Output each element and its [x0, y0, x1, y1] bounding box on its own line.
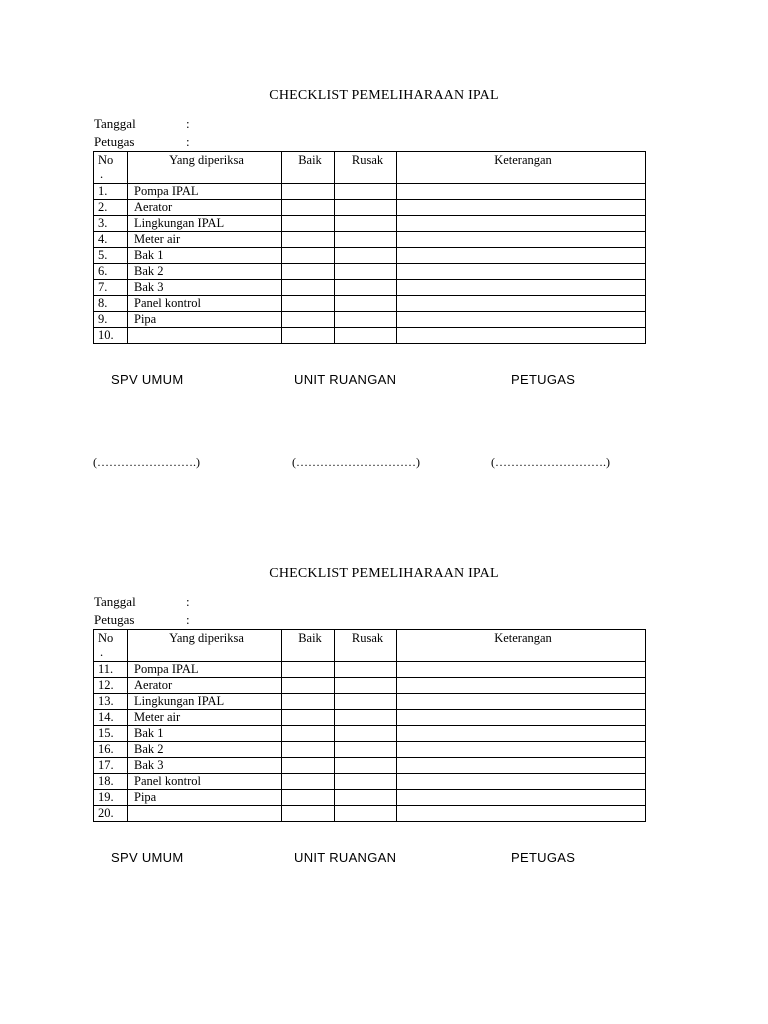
keterangan-cell[interactable] — [397, 726, 646, 742]
row-item: Bak 1 — [128, 726, 282, 742]
baik-cell[interactable] — [282, 726, 335, 742]
header-keterangan: Keterangan — [397, 152, 646, 184]
tanggal-colon: : — [186, 594, 190, 609]
rusak-cell[interactable] — [335, 328, 397, 344]
header-no-dot: . — [100, 167, 104, 181]
signature-petugas: PETUGAS — [511, 850, 576, 865]
table-row — [94, 758, 646, 774]
keterangan-cell[interactable] — [397, 790, 646, 806]
rusak-cell[interactable] — [335, 710, 397, 726]
table-row — [94, 216, 646, 232]
row-item: Lingkungan IPAL — [128, 216, 282, 232]
table-row — [94, 200, 646, 216]
row-no: 14. — [94, 710, 128, 726]
baik-cell[interactable] — [282, 280, 335, 296]
rusak-cell[interactable] — [335, 742, 397, 758]
rusak-cell[interactable] — [335, 758, 397, 774]
rusak-cell[interactable] — [335, 184, 397, 200]
table-row — [94, 742, 646, 758]
keterangan-cell[interactable] — [397, 758, 646, 774]
rusak-cell[interactable] — [335, 790, 397, 806]
row-item: Aerator — [128, 678, 282, 694]
row-no: 2. — [94, 200, 128, 216]
rusak-cell[interactable] — [335, 806, 397, 822]
rusak-cell[interactable] — [335, 280, 397, 296]
keterangan-cell[interactable] — [397, 742, 646, 758]
petugas-row — [94, 612, 190, 628]
table-row — [94, 790, 646, 806]
table-row — [94, 296, 646, 312]
row-item: Lingkungan IPAL — [128, 694, 282, 710]
rusak-cell[interactable] — [335, 296, 397, 312]
row-no: 18. — [94, 774, 128, 790]
rusak-cell[interactable] — [335, 678, 397, 694]
row-item: Pipa — [128, 312, 282, 328]
baik-cell[interactable] — [282, 742, 335, 758]
keterangan-cell[interactable] — [397, 264, 646, 280]
header-rusak: Rusak — [335, 630, 397, 662]
table-row — [94, 312, 646, 328]
header-no-label: No — [98, 153, 114, 167]
baik-cell[interactable] — [282, 232, 335, 248]
petugas-row — [94, 134, 190, 150]
baik-cell[interactable] — [282, 248, 335, 264]
header-no — [94, 630, 128, 662]
row-no: 12. — [94, 678, 128, 694]
table-row — [94, 726, 646, 742]
checklist-table — [93, 151, 646, 344]
row-no: 13. — [94, 694, 128, 710]
signature-spv-umum: SPV UMUM — [111, 372, 184, 387]
row-item: Panel kontrol — [128, 774, 282, 790]
keterangan-cell[interactable] — [397, 678, 646, 694]
keterangan-cell[interactable] — [397, 200, 646, 216]
table-row — [94, 328, 646, 344]
row-no: 7. — [94, 280, 128, 296]
tanggal-label: Tanggal — [94, 116, 136, 131]
row-item: Aerator — [128, 200, 282, 216]
table-row — [94, 264, 646, 280]
baik-cell[interactable] — [282, 790, 335, 806]
table-row — [94, 678, 646, 694]
baik-cell[interactable] — [282, 694, 335, 710]
tanggal-row — [94, 116, 190, 132]
row-no: 20. — [94, 806, 128, 822]
rusak-cell[interactable] — [335, 774, 397, 790]
header-rusak: Rusak — [335, 152, 397, 184]
keterangan-cell[interactable] — [397, 184, 646, 200]
petugas-colon: : — [186, 612, 190, 627]
baik-cell[interactable] — [282, 200, 335, 216]
petugas-colon: : — [186, 134, 190, 149]
baik-cell[interactable] — [282, 806, 335, 822]
row-item: Pipa — [128, 790, 282, 806]
table-row — [94, 694, 646, 710]
row-no: 11. — [94, 662, 128, 678]
table-row — [94, 662, 646, 678]
row-no: 4. — [94, 232, 128, 248]
rusak-cell[interactable] — [335, 726, 397, 742]
table-header-row — [94, 152, 646, 184]
row-no: 8. — [94, 296, 128, 312]
baik-cell[interactable] — [282, 184, 335, 200]
baik-cell[interactable] — [282, 312, 335, 328]
baik-cell[interactable] — [282, 662, 335, 678]
header-item: Yang diperiksa — [128, 630, 282, 662]
form-title: CHECKLIST PEMELIHARAAN IPAL — [269, 88, 499, 103]
table-row — [94, 710, 646, 726]
baik-cell[interactable] — [282, 710, 335, 726]
signature-unit-ruangan: UNIT RUANGAN — [294, 372, 397, 387]
row-item[interactable] — [128, 328, 282, 344]
signature-unit-ruangan: UNIT RUANGAN — [294, 850, 397, 865]
header-item: Yang diperiksa — [128, 152, 282, 184]
row-item[interactable] — [128, 806, 282, 822]
tanggal-colon: : — [186, 116, 190, 131]
baik-cell[interactable] — [282, 216, 335, 232]
keterangan-cell[interactable] — [397, 662, 646, 678]
rusak-cell[interactable] — [335, 662, 397, 678]
table-row — [94, 774, 646, 790]
keterangan-cell[interactable] — [397, 694, 646, 710]
row-no: 6. — [94, 264, 128, 280]
table-header-row — [94, 630, 646, 662]
rusak-cell[interactable] — [335, 264, 397, 280]
row-item: Panel kontrol — [128, 296, 282, 312]
keterangan-cell[interactable] — [397, 710, 646, 726]
table-row — [94, 806, 646, 822]
row-item: Meter air — [128, 710, 282, 726]
header-no — [94, 152, 128, 184]
rusak-cell[interactable] — [335, 232, 397, 248]
rusak-cell[interactable] — [335, 200, 397, 216]
rusak-cell[interactable] — [335, 216, 397, 232]
tanggal-label: Tanggal — [94, 594, 136, 609]
keterangan-cell[interactable] — [397, 248, 646, 264]
row-item: Meter air — [128, 232, 282, 248]
row-item: Pompa IPAL — [128, 662, 282, 678]
form-title: CHECKLIST PEMELIHARAAN IPAL — [269, 566, 499, 581]
keterangan-cell[interactable] — [397, 216, 646, 232]
keterangan-cell[interactable] — [397, 280, 646, 296]
rusak-cell[interactable] — [335, 312, 397, 328]
table-row — [94, 184, 646, 200]
baik-cell[interactable] — [282, 328, 335, 344]
header-baik: Baik — [282, 630, 335, 662]
row-no: 5. — [94, 248, 128, 264]
tanggal-row — [94, 594, 190, 610]
row-item: Bak 3 — [128, 758, 282, 774]
header-keterangan: Keterangan — [397, 630, 646, 662]
table-row — [94, 248, 646, 264]
table-row — [94, 232, 646, 248]
header-baik: Baik — [282, 152, 335, 184]
rusak-cell[interactable] — [335, 248, 397, 264]
row-no: 16. — [94, 742, 128, 758]
row-no: 10. — [94, 328, 128, 344]
header-no-dot: . — [100, 645, 104, 659]
signature-blank-unit-ruangan[interactable]: (…………………………) — [292, 455, 420, 469]
signature-spv-umum: SPV UMUM — [111, 850, 184, 865]
signature-blank-spv-umum[interactable]: (…………………….) — [93, 455, 200, 469]
signature-blank-petugas[interactable]: (……………………….) — [491, 455, 610, 469]
row-no: 1. — [94, 184, 128, 200]
petugas-label: Petugas — [94, 134, 135, 149]
keterangan-cell[interactable] — [397, 232, 646, 248]
keterangan-cell[interactable] — [397, 296, 646, 312]
keterangan-cell[interactable] — [397, 328, 646, 344]
header-no-label: No — [98, 631, 114, 645]
baik-cell[interactable] — [282, 264, 335, 280]
petugas-label: Petugas — [94, 612, 135, 627]
checklist-table — [93, 629, 646, 822]
signature-petugas: PETUGAS — [511, 372, 576, 387]
row-item: Pompa IPAL — [128, 184, 282, 200]
baik-cell[interactable] — [282, 678, 335, 694]
keterangan-cell[interactable] — [397, 774, 646, 790]
row-no: 9. — [94, 312, 128, 328]
table-row — [94, 280, 646, 296]
baik-cell[interactable] — [282, 774, 335, 790]
keterangan-cell[interactable] — [397, 312, 646, 328]
row-item: Bak 1 — [128, 248, 282, 264]
row-no: 15. — [94, 726, 128, 742]
row-no: 17. — [94, 758, 128, 774]
baik-cell[interactable] — [282, 296, 335, 312]
row-no: 3. — [94, 216, 128, 232]
row-item: Bak 2 — [128, 264, 282, 280]
row-item: Bak 2 — [128, 742, 282, 758]
baik-cell[interactable] — [282, 758, 335, 774]
rusak-cell[interactable] — [335, 694, 397, 710]
row-item: Bak 3 — [128, 280, 282, 296]
row-no: 19. — [94, 790, 128, 806]
keterangan-cell[interactable] — [397, 806, 646, 822]
